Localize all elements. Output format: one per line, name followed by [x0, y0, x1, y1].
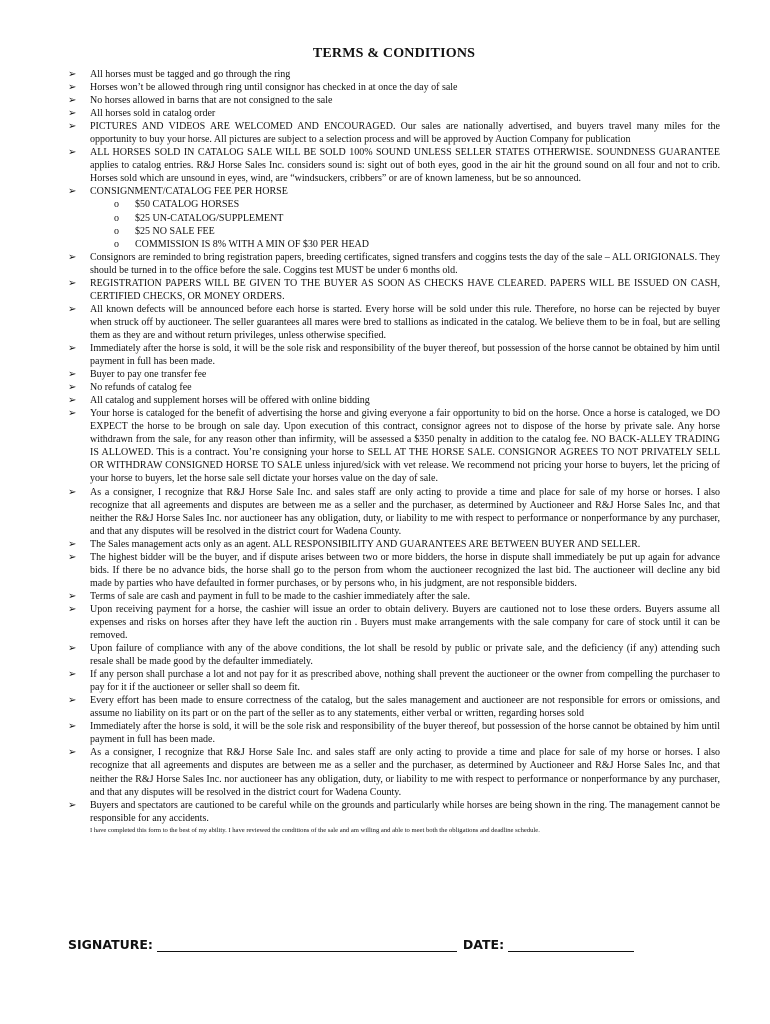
term-text: Immediately after the horse is sold, it will be the sole risk and responsibility of the buyer thereof, but possession of the horse cannot be obtained by him until payment in full has been made.: [90, 721, 720, 746]
circle-bullet-icon: o: [114, 238, 119, 250]
term-text: All known defects will be announced before each horse is started. Every horse will be sold under this rule. Therefore, no horse can be rejected by buyer when struck off by auctioneer. The seller guarantees all mares were bred to stallions as indicated in the catalog. We believe them to be in foal, but are selling them as they are and without return privileges, unless otherwise specified.: [90, 303, 720, 341]
term-item: [68, 799, 720, 825]
arrow-bullet-icon: ➢: [68, 486, 77, 498]
date-line[interactable]: [508, 939, 634, 952]
arrow-bullet-icon: ➢: [68, 342, 77, 354]
term-text: The Sales management acts only as an agent. ALL RESPONSIBILITY AND GUARANTEES ARE BETWEEN BUYER AND SELLER.: [90, 538, 641, 550]
circle-bullet-icon: o: [114, 199, 119, 211]
term-item: [68, 368, 720, 381]
arrow-bullet-icon: ➢: [68, 799, 77, 811]
term-text: Buyers and spectators are cautioned to be careful while on the grounds and particularly while horses are being shown in the ring. The management cannot be responsible for any accidents.: [90, 799, 720, 824]
arrow-bullet-icon: ➢: [68, 369, 77, 381]
term-text: Upon failure of compliance with any of the above conditions, the lot shall be resold by public or private sale, and the deficiency (if any) attending such resale shall be made good by the defaulter immediately.: [90, 643, 720, 668]
term-item: [68, 146, 720, 185]
arrow-bullet-icon: ➢: [68, 603, 77, 615]
term-item: [68, 251, 720, 277]
arrow-bullet-icon: ➢: [68, 695, 77, 707]
arrow-bullet-icon: ➢: [68, 251, 77, 263]
term-item: [68, 94, 720, 107]
arrow-bullet-icon: ➢: [68, 303, 77, 315]
term-text: Consignors are reminded to bring registration papers, breeding certificates, signed transfers and coggins tests the day of the sale – ALL ORIGIONALS. They should be turned in to the office before the sale. Coggins test MUST be under 6 months old.: [90, 251, 720, 276]
term-item: [68, 303, 720, 342]
document-title: TERMS & CONDITIONS: [312, 46, 476, 61]
term-text: Horses won’t be allowed through ring until consignor has checked in at once the day of sale: [90, 82, 458, 94]
fee-text: COMMISSION IS 8% WITH A MIN OF $30 PER HEAD: [135, 238, 369, 250]
fee-item: [90, 238, 720, 251]
arrow-bullet-icon: ➢: [68, 95, 77, 107]
arrow-bullet-icon: ➢: [68, 277, 77, 289]
fee-item: [90, 212, 720, 225]
term-item: [68, 551, 720, 590]
circle-bullet-icon: o: [114, 225, 119, 237]
term-item: [68, 68, 720, 81]
term-text: Buyer to pay one transfer fee: [90, 369, 207, 381]
arrow-bullet-icon: ➢: [68, 69, 77, 80]
term-text: If any person shall purchase a lot and not pay for it as prescribed above, nothing shall prevent the auctioneer or the owner from compelling the purchaser to pay for it if the auctioneer or seller shall so deem fit.: [90, 669, 720, 694]
term-text: Immediately after the horse is sold, it will be the sole risk and responsibility of the buyer thereof, but possession of the horse cannot be obtained by him until payment in full has been made.: [90, 342, 720, 368]
term-text: ALL HORSES SOLD IN CATALOG SALE WILL BE SOLD 100% SOUND UNLESS SELLER STATES OTHERWISE. SOUNDNESS GUARANTEE applies to catalog entries. R&J Horse Sales Inc. considers sound is: sight out of both eyes, good in the air hit the ground sound on all four and not to crib. Horses sold which are unsound in eyes, wind, are “windsuckers, cribbers” or are of known lameness, but be so announced.: [90, 147, 720, 185]
term-item: [68, 381, 720, 394]
terms-document: [68, 46, 720, 835]
signature-label: SIGNATURE:: [68, 937, 153, 952]
fee-text: $25 UN-CATALOG/SUPPLEMENT: [135, 212, 284, 224]
arrow-bullet-icon: ➢: [68, 108, 77, 120]
term-item: [68, 590, 720, 603]
arrow-bullet-icon: ➢: [68, 721, 77, 733]
term-text: CONSIGNMENT/CATALOG FEE PER HORSE: [90, 186, 288, 198]
fee-item: [90, 225, 720, 238]
term-text: PICTURES AND VIDEOS ARE WELCOMED AND ENCOURAGED. Our sales are nationally advertised, and buyers travel many miles for the opportunity to buy your horse. All pictures are subject to a selection process and will be approved by Auction Company for publication: [90, 121, 720, 146]
arrow-bullet-icon: ➢: [68, 538, 77, 550]
term-text: All catalog and supplement horses will be offered with online bidding: [90, 395, 370, 407]
term-item: [68, 694, 720, 720]
term-text: As a consigner, I recognize that R&J Horse Sale Inc. and sales staff are only acting to provide a time and place for sale of my horse or horses. I also recognize that all agreements and disputes are between me as a seller and the purchaser, as determined by Auctioneer and R&J Horse Sales Inc, and that neither the R&J Horse Sales Inc. nor auctioneer has any obligation, duty, or liability to me with respect to performance or nonperformance by any purchaser, and that any disputes will be resolved in the district court for Wadena County.: [90, 486, 720, 537]
term-item: [68, 277, 720, 303]
arrow-bullet-icon: ➢: [68, 643, 77, 655]
arrow-bullet-icon: ➢: [68, 551, 77, 563]
term-item: [68, 642, 720, 668]
term-text: Terms of sale are cash and payment in full to be made to the cashier immediately after the sale.: [90, 590, 470, 602]
term-item: [68, 720, 720, 746]
arrow-bullet-icon: ➢: [68, 395, 77, 407]
fee-text: $50 CATALOG HORSES: [135, 199, 240, 211]
term-text: No refunds of catalog fee: [90, 382, 192, 394]
circle-bullet-icon: o: [114, 212, 119, 224]
term-item: [68, 407, 720, 485]
term-item: [68, 185, 720, 250]
term-text: Upon receiving payment for a horse, the cashier will issue an order to obtain delivery. Buyers are cautioned not to lose these orders. Buyers assume all expenses and risks on horses after they have left the auction rin . Buyers must make arrangements with the sale company for care of stock until it can be removed.: [90, 603, 720, 642]
fee-list: [90, 198, 720, 250]
term-item: [68, 668, 720, 694]
term-text: All horses sold in catalog order: [90, 108, 216, 120]
term-text: All horses must be tagged and go through the ring: [90, 69, 291, 80]
term-text: Your horse is cataloged for the benefit of advertising the horse and giving everyone a fair opportunity to bid on the horse. Once a horse is cataloged, we DO EXPECT the horse to be brough on sale day. Upon execution of this contract, consignor agrees not to dispose of the horse by private sale. Any horse withdrawn from the sale, for any reason other than infirmity, will be assessed a $350 penalty in addition to the catalog fee. NO BACK-ALLEY TRADING IS ALLOWED. This is a contract. You’re consigning your horse to SELL AT THE HORSE SALE. CONSIGNOR AGREES TO NOT PRIVATELY SELL OR WITHDRAW CONSIGNED HORSE TO SALE unless injured/sick with vet release. We recommend not pricing your horse to buyers, let the pricing of your horse to buyers, let the horse sale sell dictate your horses value on the day of sale.: [90, 408, 720, 485]
term-text: The highest bidder will be the buyer, and if dispute arises between two or more bidders, the horse in dispute shall immediately be put up again for advance bids. If there be no advance bids, the horse shall go to the person from whom the auctioneer recognized the last bid. The auctioneer will decline any bid made by parties who have defaulted in former purchases, or by persons who, in his judgment, are not responsible bidders.: [90, 551, 720, 589]
term-item: [68, 538, 720, 551]
term-item: [68, 394, 720, 407]
fee-text: $25 NO SALE FEE: [135, 225, 215, 237]
arrow-bullet-icon: ➢: [68, 186, 77, 198]
arrow-bullet-icon: ➢: [68, 147, 77, 159]
term-text: No horses allowed in barns that are not consigned to the sale: [90, 95, 333, 107]
term-text: Every effort has been made to ensure correctness of the catalog, but the sales management and auctioneer are not responsible for errors or omissions, and assume no liability on its part or on the part of the seller as to any statements, either verbal or written, regarding horses sold: [90, 695, 720, 720]
term-item: [68, 746, 720, 798]
fee-item: [90, 198, 720, 211]
arrow-bullet-icon: ➢: [68, 669, 77, 681]
term-text: REGISTRATION PAPERS WILL BE GIVEN TO THE BUYER AS SOON AS CHECKS HAVE CLEARED. PAPERS WILL BE ISSUED ON CASH, CERTIFIED CHECKS, OR MONEY ORDERS.: [90, 277, 720, 302]
arrow-bullet-icon: ➢: [68, 747, 77, 759]
term-item: [68, 486, 720, 538]
terms-list: [68, 68, 720, 825]
arrow-bullet-icon: ➢: [68, 82, 77, 94]
term-text: As a consigner, I recognize that R&J Horse Sale Inc. and sales staff are only acting to provide a time and place for sale of my horse or horses. I also recognize that all agreements and disputes are between me as a seller and the purchaser, as determined by Auctioneer and R&J Horse Sales Inc, and that neither the R&J Horse Sales Inc. nor auctioneer has any obligation, duty, or liability to me with respect to performance or nonperformance by any purchaser, and that any disputes will be resolved in the district court for Wadena County.: [90, 747, 720, 798]
term-item: [68, 603, 720, 642]
term-item: [68, 120, 720, 146]
term-item: [68, 81, 720, 94]
date-label: DATE:: [462, 937, 505, 952]
arrow-bullet-icon: ➢: [68, 382, 77, 394]
arrow-bullet-icon: ➢: [68, 590, 77, 602]
signature-row: [68, 937, 634, 952]
term-item: [68, 342, 720, 368]
arrow-bullet-icon: ➢: [68, 408, 77, 420]
term-item: [68, 107, 720, 120]
arrow-bullet-icon: ➢: [68, 121, 77, 133]
signature-line[interactable]: [157, 939, 457, 952]
closing-statement: I have completed this form to the best of my ability. I have reviewed the conditions of the sale and am willing and able to meet both the obligations and deadline schedule.: [90, 826, 540, 834]
